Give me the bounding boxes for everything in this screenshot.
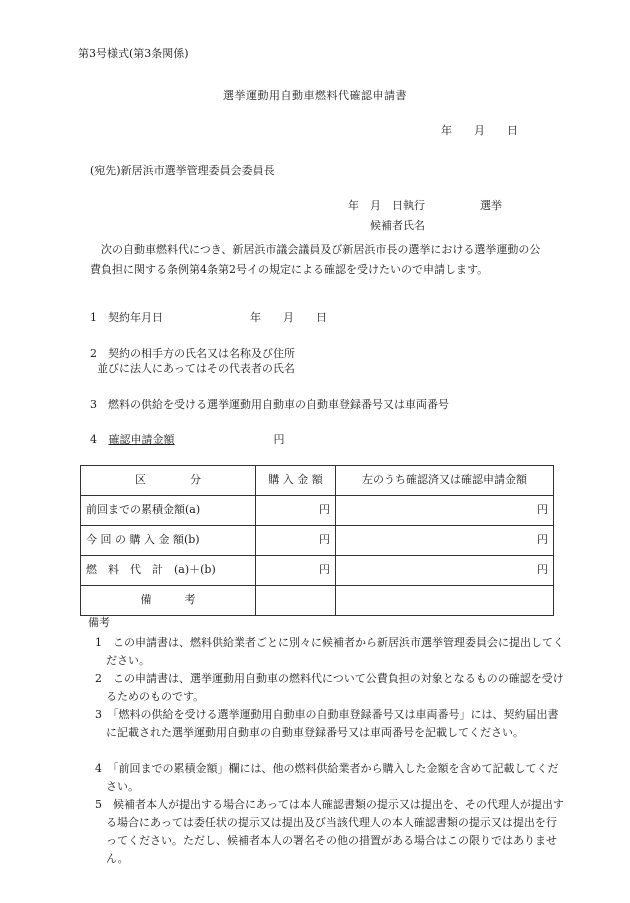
purchase-amount-cell: 円 [256, 496, 336, 526]
election-execution-line: 年 月 日執行 選挙 [348, 199, 502, 212]
note-item: 3 「燃料の供給を受ける選挙運動用自動車の自動車登録番号又は車両番号」には、契約届出書に記載された選挙運動用自動車の自動車登録番号又は車両番号を記載してください。 [95, 708, 559, 739]
header-category: 区 分 [81, 466, 256, 496]
table-row [81, 496, 554, 526]
table-row [81, 586, 554, 616]
notes-heading: 備考 [88, 616, 110, 629]
application-date: 年 月 日 [441, 124, 518, 137]
candidate-name-label: 候補者氏名 [370, 219, 425, 232]
table-header-row [81, 466, 554, 496]
header-confirmed-amount: 左のうち確認済又は確認申請金額 [336, 466, 554, 496]
note-item: 4 「前回までの累積金額」欄には、他の燃料供給業者から購入した金額を含めて記載してください。 [95, 762, 559, 793]
confirmed-amount-cell: 円 [336, 556, 554, 586]
form-number: 第3号様式(第3条関係) [78, 47, 189, 60]
purchase-amount-cell: 円 [256, 556, 336, 586]
application-body-text: 次の自動車燃料代につき、新居浜市議会議員及び新居浜市長の選挙における選挙運動の公費負担に関する条例第4条第2号イの規定による確認を受けたいので申請します。 [90, 243, 541, 276]
row-label: 燃 料 代 計 (a)＋(b) [81, 556, 256, 586]
contract-date-item [90, 311, 327, 325]
vehicle-registration-item: 3 燃料の供給を受ける選挙運動用自動車の自動車登録番号又は車両番号 [90, 398, 449, 411]
table-row [81, 556, 554, 586]
row-label: 前回までの累積金額(a) [81, 496, 256, 526]
contract-date-value: 年 月 日 [250, 311, 327, 324]
row-label: 備 考 [81, 586, 256, 616]
requested-amount-unit: 円 [273, 433, 285, 446]
requested-amount-number: 4 [90, 433, 97, 446]
contract-party-line2: 並びに法人にあってはその代表者の氏名 [97, 362, 295, 375]
confirmed-amount-cell: 円 [336, 526, 554, 556]
note-item: 2 この申請書は、選挙運動用自動車の燃料代について公費負担の対象となるものの確認を受けるためのものです。 [95, 672, 564, 703]
confirmed-amount-cell: 円 [336, 496, 554, 526]
table-row [81, 526, 554, 556]
fuel-cost-table [80, 465, 554, 616]
contract-party-line1: 2 契約の相手方の氏名又は名称及び住所 [90, 347, 295, 360]
addressee: (宛先)新居浜市選挙管理委員会委員長 [90, 164, 275, 177]
requested-amount-item [90, 433, 285, 447]
requested-amount-field [109, 433, 285, 447]
confirmed-amount-cell [336, 586, 554, 616]
requested-amount-label: 確認申請金額 [108, 433, 175, 446]
document-title: 選挙運動用自動車燃料代確認申請書 [223, 89, 407, 102]
header-purchase-amount: 購 入 金 額 [256, 466, 336, 496]
purchase-amount-cell [256, 586, 336, 616]
row-label: 今 回 の 購 入 金 額(b) [81, 526, 256, 556]
contract-date-label: 1 契約年月日 [90, 311, 163, 324]
note-item: 1 この申請書は、燃料供給業者ごとに別々に候補者から新居浜市選挙管理委員会に提出してください。 [95, 636, 564, 667]
purchase-amount-cell: 円 [256, 526, 336, 556]
note-item: 5 候補者本人が提出する場合にあっては本人確認書類の提示又は提出を、その代理人が提出する場合にあっては委任状の提示又は提出及び当該代理人の本人確認書類の提示又は提出を行ってください。ただし、候補者本人の署名その他の措置がある場合はこの限りではありません。 [95, 798, 564, 865]
